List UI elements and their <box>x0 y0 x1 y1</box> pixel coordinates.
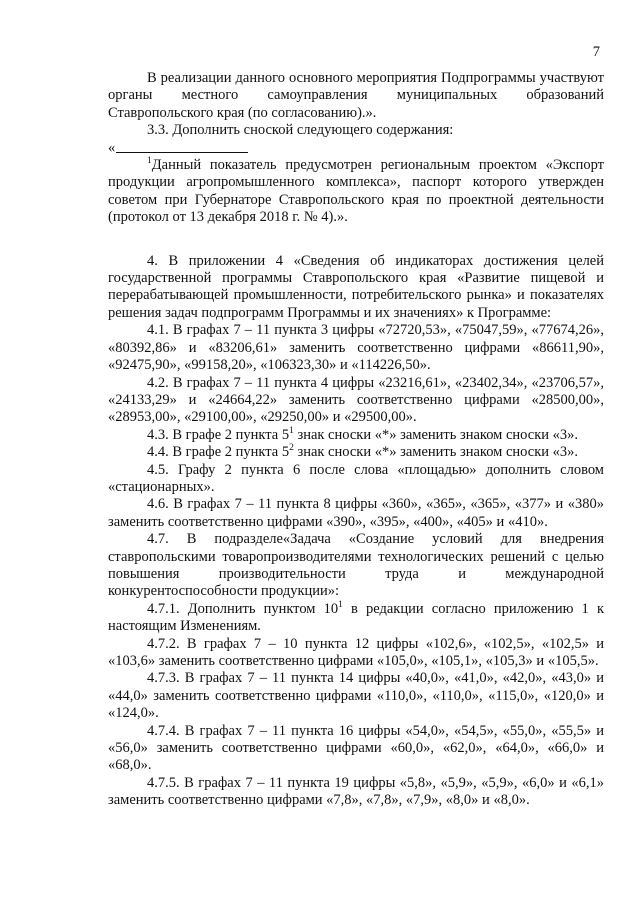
document-body <box>108 70 604 810</box>
paragraph-4-7-1-after: в редакции согласно приложению 1 к настоящим Изменениям. <box>108 600 604 635</box>
paragraph-4-3-before: 4.3. В графе 2 пункта 5 <box>147 426 290 443</box>
paragraph-4-3-after: знак сноски «*» заменить знаком сноски «3». <box>293 426 579 443</box>
footnote-body: Данный показатель предусмотрен региональным проектом «Экспорт продукции агропромышленного комплекса», паспорт которого утвержден советом при Губернаторе Ставропольского края по проектной деятельности (протокол от 13 декабря 2018 г. № 4).». <box>108 157 604 226</box>
footnote-marker: 1 <box>147 156 152 167</box>
paragraph-4-7-1 <box>108 601 604 636</box>
paragraph-4-7-4: 4.7.4. В графах 7 – 11 пункта 16 цифры «54,0», «54,5», «55,0», «55,5» и «56,0» заменить соответственно цифрами «60,0», «62,0», «64,0», «66,0» и «68,0». <box>108 722 604 774</box>
paragraph-4-7: 4.7. В подразделе«Задача «Создание условий для внедрения ставропольскими товаропроизводителями технологических решений с целью повышения производительности труда и международной конкурентоспособности продукции»: <box>108 531 604 600</box>
page-number: 7 <box>592 44 600 60</box>
paragraph-4-3 <box>108 427 604 444</box>
paragraph-4-2: 4.2. В графах 7 – 11 пункта 4 цифры «23216,61», «23402,34», «23706,57», «24133,29» и «24664,22» заменить соответственно цифрами «28500,00», «28953,00», «29100,00», «29250,00» и «29500,00». <box>108 374 604 426</box>
paragraph-4-7-3: 4.7.3. В графах 7 – 11 пункта 14 цифры «40,0», «41,0», «42,0», «43,0» и «44,0» заменить соответственно цифрами «110,0», «110,0», «115,0», «120,0» и «124,0». <box>108 670 604 722</box>
footnote-separator <box>108 140 604 157</box>
paragraph-4-7-5: 4.7.5. В графах 7 – 11 пункта 19 цифры «5,8», «5,9», «5,9», «6,0» и «6,1» заменить соответственно цифрами «7,8», «7,8», «7,9», «8,0» и «8,0». <box>108 774 604 809</box>
spacer <box>108 227 604 253</box>
paragraph-4-1: 4.1. В графах 7 – 11 пункта 3 цифры «72720,53», «75047,59», «77674,26», «80392,86» и «83206,61» заменить соответственно цифрами «86611,90», «92475,90», «99158,20», «106323,30» и «114226,50». <box>108 322 604 374</box>
paragraph-4-7-1-sup: 1 <box>338 599 343 610</box>
paragraph-4-4 <box>108 444 604 461</box>
paragraph-4-5: 4.5. Графу 2 пункта 6 после слова «площадью» дополнить словом «стационарных». <box>108 461 604 495</box>
paragraph-4: 4. В приложении 4 «Сведения об индикаторах достижения целей государственной программы Ставропольского края «Развитие пищевой и перерабатывающей промышленности, потребительского рынка» и показателях решения задач подпрограмм Программы и их значениях» к Программе: <box>108 252 604 321</box>
footnote-rule <box>116 152 248 153</box>
footnote-open-quote: « <box>108 139 116 156</box>
paragraph-4-3-sup: 1 <box>289 425 294 436</box>
footnote-text <box>108 157 604 227</box>
paragraph-4-4-after: знак сноски «*» заменить знаком сноски «3». <box>293 444 579 461</box>
paragraph-4-7-2: 4.7.2. В графах 7 – 10 пункта 12 цифры «102,6», «102,5», «102,5» и «103,6» заменить соответственно цифрами «105,0», «105,1», «105,3» и «105,5». <box>108 635 604 669</box>
paragraph-4-7-1-before: 4.7.1. Дополнить пунктом 10 <box>147 600 339 617</box>
paragraph-4-6: 4.6. В графах 7 – 11 пункта 8 цифры «360», «365», «365», «377» и «380» заменить соответственно цифрами «390», «395», «400», «405» и «410». <box>108 496 604 530</box>
paragraph-intro: В реализации данного основного мероприятия Подпрограммы участвуют органы местного самоуправления муниципальных образований Ставропольского края (по согласованию).». <box>108 70 604 121</box>
paragraph-3-3: 3.3. Дополнить сноской следующего содержания: <box>147 122 454 139</box>
paragraph-4-4-sup: 2 <box>289 443 294 454</box>
paragraph-4-4-before: 4.4. В графе 2 пункта 5 <box>147 444 290 461</box>
